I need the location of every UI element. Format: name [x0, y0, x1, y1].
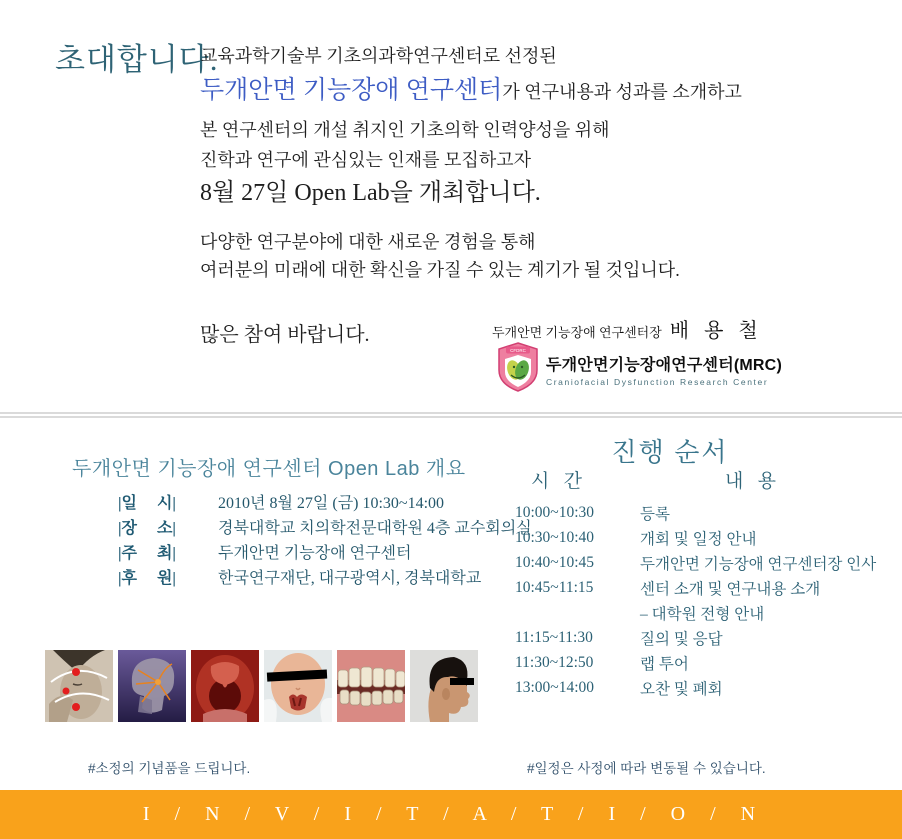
- detail-label: |후 원|: [118, 570, 176, 587]
- schedule-time: 11:15~11:30: [515, 628, 593, 646]
- signature-name: 배 용 철: [669, 320, 763, 342]
- intro-line-2-rest: 가 연구내용과 성과를 소개하고: [502, 82, 742, 102]
- schedule-row: [515, 600, 876, 625]
- schedule-content: 질의 및 응답: [640, 630, 723, 648]
- infant-cleft-lip-photo: [264, 650, 332, 722]
- detail-label: |일 시|: [118, 495, 176, 512]
- oral-cavity-photo: [191, 650, 259, 722]
- detail-label: |주 최|: [118, 545, 176, 562]
- facial-pain-photo: [45, 650, 113, 722]
- detail-label: |장 소|: [118, 520, 176, 537]
- note-gift: #소정의 기념품을 드립니다.: [88, 761, 251, 776]
- intro-line-6: 다양한 연구분야에 대한 새로운 경험을 통해: [200, 232, 536, 252]
- schedule-time: 10:30~10:40: [515, 528, 594, 546]
- invite-title-text: 초대합니다.: [55, 42, 219, 77]
- intro-line-5-openlab: 8월 27일 Open Lab을 개최합니다.: [200, 180, 541, 206]
- center-logo: [497, 342, 782, 397]
- intro-line-7: 여러분의 미래에 대한 확신을 가질 수 있는 계기가 될 것입니다.: [200, 260, 680, 280]
- footer-bar: [0, 790, 902, 839]
- program-col-time-header: 시 간: [531, 471, 582, 492]
- male-profile-photo: [410, 650, 478, 722]
- schedule-row: [515, 675, 876, 700]
- detail-value: 한국연구재단, 대구광역시, 경북대학교: [218, 570, 482, 587]
- intro-line-2: [200, 70, 742, 106]
- note-schedule-change: #일정은 사정에 따라 변동될 수 있습니다.: [527, 761, 766, 776]
- detail-value: 2010년 8월 27일 (금) 10:30~14:00: [218, 495, 445, 512]
- center-name-highlight: 두개안면 기능장애 연구센터: [200, 77, 503, 104]
- schedule-content: 개회 및 일정 안내: [640, 530, 757, 548]
- teeth-occlusion-photo: [337, 650, 405, 722]
- detail-row-datetime: [118, 489, 532, 514]
- closing-line: 많은 참여 바랍니다.: [200, 324, 370, 346]
- schedule-row: [515, 525, 876, 550]
- logo-shield-icon: [497, 342, 539, 397]
- program-col-content-header: 내 용: [725, 471, 776, 492]
- schedule-row: [515, 550, 876, 575]
- schedule-row: [515, 500, 876, 525]
- invitation-letters: I / N / V / I / T / A / T / I / O / N: [142, 803, 760, 825]
- schedule-content: 두개안면 기능장애 연구센터장 인사: [640, 555, 877, 573]
- program-schedule: [515, 500, 876, 700]
- schedule-content: 랩 투어: [640, 655, 689, 673]
- intro-line-3: 본 연구센터의 개설 취지인 기초의학 인력양성을 위해: [200, 120, 610, 140]
- schedule-content: 등록: [640, 505, 670, 523]
- program-title: 진행 순서: [611, 438, 729, 467]
- schedule-content: 오찬 및 폐회: [640, 680, 723, 698]
- schedule-row: [515, 625, 876, 650]
- schedule-row: [515, 650, 876, 675]
- schedule-time: 10:40~10:45: [515, 553, 594, 571]
- overview-details: [118, 489, 532, 589]
- schedule-row: [515, 575, 876, 600]
- detail-row-place: [118, 514, 532, 539]
- intro-line-1: 교육과학기술부 기초의과학연구센터로 선정된: [200, 46, 557, 66]
- schedule-time: 10:00~10:30: [515, 503, 594, 521]
- intro-line-4: 진학과 연구에 관심있는 인재를 모집하고자: [200, 150, 531, 170]
- detail-value: 두개안면 기능장애 연구센터: [218, 545, 412, 562]
- logo-name-english: Craniofacial Dysfunction Research Center: [546, 377, 769, 387]
- schedule-time: 11:30~12:50: [515, 653, 594, 671]
- schedule-time: 10:45~11:15: [515, 578, 594, 596]
- signature-role: 두개안면 기능장애 연구센터장: [492, 325, 662, 340]
- overview-title: 두개안면 기능장애 연구센터 Open Lab 개요: [72, 458, 466, 480]
- section-divider: [0, 412, 902, 418]
- detail-value: 경북대학교 치의학전문대학원 4층 교수회의실: [218, 520, 532, 537]
- signature: [492, 314, 763, 343]
- schedule-time: 13:00~14:00: [515, 678, 594, 696]
- skull-nerve-diagram-photo: [118, 650, 186, 722]
- logo-text: [546, 352, 782, 387]
- photo-strip: [45, 650, 478, 722]
- svg-text:CFDRC: CFDRC: [510, 348, 526, 353]
- schedule-content: – 대학원 전형 안내: [640, 605, 765, 623]
- logo-name-korean: 두개안면기능장애연구센터(MRC): [546, 357, 782, 374]
- detail-row-support: [118, 564, 532, 589]
- schedule-content: 센터 소개 및 연구내용 소개: [640, 580, 821, 598]
- detail-row-host: [118, 539, 532, 564]
